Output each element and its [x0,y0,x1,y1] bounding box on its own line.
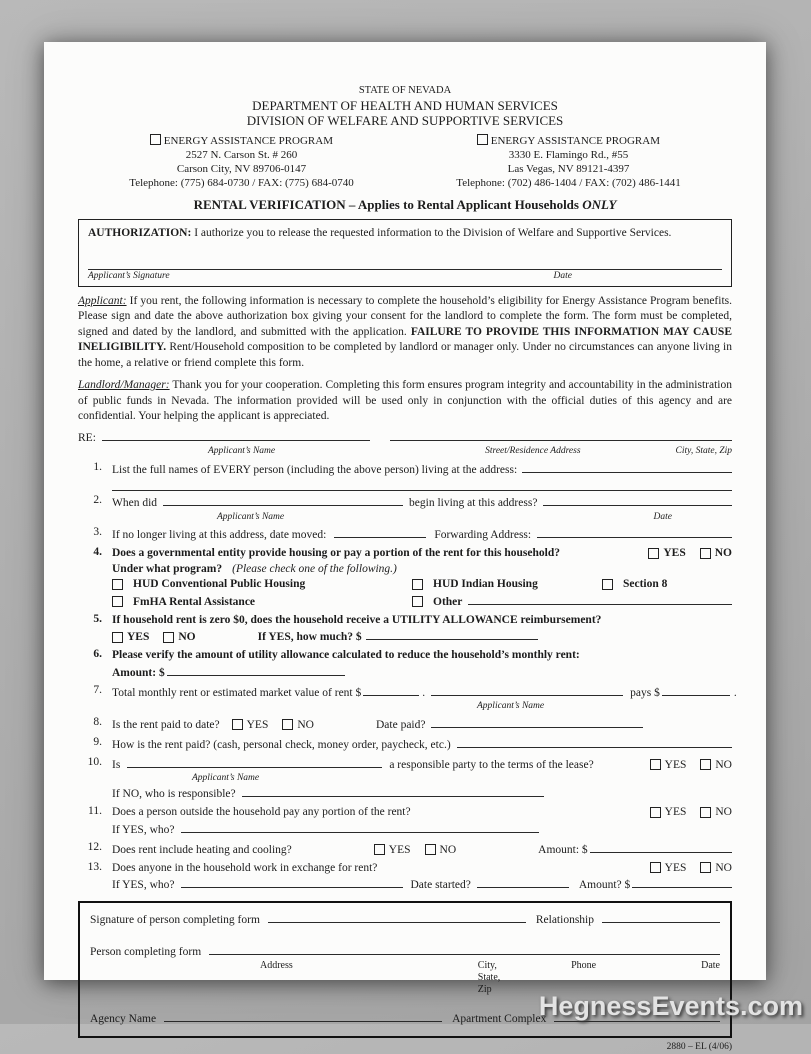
office-columns [78,134,732,190]
form-title [78,198,732,213]
sigbox-phone-label: Phone [571,959,597,971]
q12-no-label: NO [439,843,457,856]
question-7-dot: . [422,686,426,699]
blank-q1-names[interactable] [522,461,732,473]
blank-q3-date-moved[interactable] [334,526,426,538]
blank-q2-date[interactable] [543,494,732,506]
question-6-amount-label: Amount: $ [112,666,165,679]
applicant-instructions-text1: If you rent, the following information is necessary to complete the household’s eligibility for Energy Assistance Program benefits. Please sign and date the above authorization box giving your consent for the landlord to complete the form. The form must be completed, signed and dated by the landlord, and submitted with the application. [78,294,732,338]
question-number: 1. [93,461,102,473]
checkbox-q8-no[interactable] [282,719,293,730]
question-8 [78,715,732,733]
blank-q13-who[interactable] [181,876,403,888]
question-number: 3. [93,526,102,538]
question-number: 6. [93,648,102,660]
q4-option-other: Other [433,595,463,608]
checkbox-q13-no[interactable] [700,862,711,873]
blank-q3-forwarding-address[interactable] [537,526,732,538]
question-number: 12. [87,840,102,853]
checkbox-q4-hud-conventional[interactable] [112,579,123,590]
office-las-vegas [405,134,732,190]
agency-name-label: Agency Name [90,1012,157,1025]
question-number: 8. [93,715,102,728]
form-title-emphasis: ONLY [582,197,617,212]
checkbox-q11-yes[interactable] [650,807,661,818]
re-address-label: Street/Residence Address [485,446,581,456]
question-4 [78,545,732,609]
office-program-label: ENERGY ASSISTANCE PROGRAM [490,135,660,147]
question-7 [78,683,737,713]
checkbox-office-vegas[interactable] [477,134,488,145]
q5-no-label: NO [178,631,196,643]
office-address2: Las Vegas, NV 89121-4397 [507,163,630,175]
blank-q2-name[interactable] [163,494,403,506]
blank-q7-rent[interactable] [363,684,419,696]
q10-name-sublabel: Applicant’s Name [192,773,260,783]
header-department: DEPARTMENT OF HEALTH AND HUMAN SERVICES [252,98,558,113]
question-number: 9. [93,735,102,748]
blank-q4-other[interactable] [468,593,732,605]
checkbox-q12-no[interactable] [425,844,436,855]
applicant-signature-line[interactable] [88,243,722,270]
applicant-instructions-text2: Rent/Household composition to be completed by landlord or manager only. Under no circumstances can anyone living in the home, a relative or friend complete this form. [78,341,732,369]
question-13-if-yes: If YES, who? [112,879,175,891]
checkbox-q4-other[interactable] [412,596,423,607]
question-12-amount-label: Amount: $ [538,843,588,856]
question-8-date-paid: Date paid? [375,718,426,731]
header-state: STATE OF NEVADA [358,85,452,96]
office-address2: Carson City, NV 89706-0147 [176,163,307,175]
q4-option-fmha: FmHA Rental Assistance [133,595,256,608]
checkbox-q4-fmha[interactable] [112,596,123,607]
blank-agency-name[interactable] [164,1010,442,1022]
office-carson-city [78,134,405,190]
checkbox-q4-yes[interactable] [648,548,659,559]
landlord-instructions-text: Thank you for your cooperation. Completing this form ensures program integrity and accountability in the administration of public funds in Nevada. The information provided will be used only in conjunction with the official duties of this agency and are confidential. Your helping the applicant is appreciated. [78,379,732,422]
q12-yes-label: YES [388,843,411,856]
blank-q8-date-paid[interactable] [431,716,643,728]
form-number: 2880 – EL (4/06) [666,1042,732,1052]
checkbox-q8-yes[interactable] [232,719,243,730]
checkbox-q11-no[interactable] [700,807,711,818]
checkbox-office-carson[interactable] [150,134,161,145]
question-7-before: Total monthly rent or estimated market value of rent $ [112,686,362,699]
blank-q5-amount[interactable] [366,628,538,640]
person-completing-label: Person completing form [90,946,202,958]
q11-yes-label: YES [664,806,687,818]
sigbox-city-label: City, State, Zip [477,959,501,995]
question-11-text: Does a person outside the household pay any portion of the rent? [112,806,411,818]
question-number: 11. [88,805,102,817]
checkbox-q5-no[interactable] [163,632,174,643]
landlord-instructions-label: Landlord/Manager: [78,379,170,391]
q5-yes-label: YES [127,631,150,643]
re-city-label: City, State, Zip [675,446,732,456]
question-10-if-no: If NO, who is responsible? [112,788,236,800]
question-1-text: List the full names of EVERY person (including the above person) living at the address: [112,464,518,476]
question-number: 13. [87,860,102,873]
applicant-signature-label: Applicant’s Signature [88,270,170,281]
question-number: 7. [93,683,102,696]
watermark: HegnessEvents.com [538,991,803,1021]
question-number: 4. [93,546,102,558]
blank-q9-payment-method[interactable] [457,736,732,748]
q8-no-label: NO [297,718,314,731]
question-list [78,460,737,893]
authorization-label: AUTHORIZATION: [88,226,192,239]
authorization-box [78,219,732,287]
office-address1: 3330 E. Flamingo Rd., #55 [508,149,629,161]
question-5-text: If household rent is zero $0, does the household receive a UTILITY ALLOWANCE reimbursement? [112,613,602,626]
q8-yes-label: YES [246,718,269,731]
sigbox-date-label: Date [701,959,720,971]
apartment-complex-label: Apartment Complex [452,1012,547,1025]
re-sublabels [78,445,732,457]
question-9 [78,735,732,753]
applicant-instructions-label: Applicant: [78,294,127,307]
sigbox-address-label: Address [260,959,293,971]
question-4-sub: Under what program? [112,562,223,575]
checkbox-q4-no[interactable] [700,548,711,559]
question-3-mid: Forwarding Address: [434,529,532,541]
question-8-text: Is the rent paid to date? [112,718,220,731]
blank-re-applicant-name[interactable] [102,429,370,441]
blank-q7-name[interactable] [431,684,623,696]
q10-yes-label: YES [664,758,687,771]
question-12-text: Does rent include heating and cooling? [112,843,292,856]
question-5 [78,612,732,645]
applicant-instructions-bold: FAILURE TO PROVIDE THIS INFORMATION MAY CAUSE INELIGIBILITY. [78,325,732,353]
blank-q10-name[interactable] [127,756,382,768]
blank-q12-amount[interactable] [590,841,732,853]
question-13-amount-label: Amount? $ [578,879,631,891]
question-11 [78,804,732,837]
checkbox-q4-section-8[interactable] [602,579,613,590]
relationship-label: Relationship [535,913,594,926]
authorization-text: I authorize you to release the requested information to the Division of Welfare and Supportive Services. [191,226,672,239]
landlord-instructions [78,378,732,425]
question-number: 10. [87,755,102,768]
q4-option-section-8: Section 8 [623,578,668,590]
question-4-sub-note: (Please check one of the following.) [232,562,397,575]
blank-completing-signature[interactable] [268,911,526,923]
question-10-before: Is [112,758,121,771]
question-2 [78,493,732,523]
q2-name-sublabel: Applicant’s Name [217,511,285,522]
question-11-if-yes: If YES, who? [112,823,175,836]
question-5-how-much: If YES, how much? $ [257,631,362,643]
question-9-text: How is the rent paid? (cash, personal check, money order, paycheck, etc.) [112,738,451,751]
q4-no-label: NO [714,547,732,559]
question-3 [78,525,732,543]
checkbox-q13-yes[interactable] [650,862,661,873]
question-10 [78,755,732,802]
question-number: 2. [93,494,102,506]
office-address1: 2527 N. Carson St. # 260 [185,149,298,161]
q2-date-sublabel: Date [653,511,672,522]
blank-q10-responsible[interactable] [242,785,544,797]
question-13-date-started: Date started? [410,879,471,891]
blank-q6-amount[interactable] [167,664,345,676]
blank-q7-pays-amount[interactable] [662,684,730,696]
office-program-label: ENERGY ASSISTANCE PROGRAM [163,135,333,147]
question-10-after: a responsible party to the terms of the lease? [389,758,594,771]
re-applicant-name-label: Applicant’s Name [208,446,276,456]
q10-no-label: NO [715,758,732,771]
blank-q13-date-started[interactable] [477,876,569,888]
office-phone: Telephone: (775) 684-0730 / FAX: (775) 684-0740 [129,177,354,189]
question-13 [78,860,732,893]
blank-q13-amount[interactable] [632,876,732,888]
question-2-before: When did [112,497,158,509]
question-12 [78,840,732,858]
q4-yes-label: YES [663,547,686,559]
question-3-before: If no longer living at this address, date moved: [112,529,327,541]
q4-option-hud-indian: HUD Indian Housing [433,578,538,590]
q13-yes-label: YES [664,861,687,874]
question-2-after: begin living at this address? [409,497,538,509]
checkbox-q5-yes[interactable] [112,632,123,643]
authorization-date-label: Date [553,270,572,281]
re-line [78,429,732,446]
question-4-text: Does a governmental entity provide housing or pay a portion of the rent for this household? [112,547,560,559]
header-division: DIVISION OF WELFARE AND SUPPORTIVE SERVICES [246,113,564,128]
question-1 [78,460,732,491]
checkbox-q4-hud-indian[interactable] [412,579,423,590]
blank-person-completing[interactable] [209,943,720,955]
question-6-text: Please verify the amount of utility allowance calculated to reduce the household’s monthly rent: [112,649,580,661]
checkbox-q12-yes[interactable] [374,844,385,855]
checkbox-q10-no[interactable] [700,759,711,770]
question-7-end-dot: . [733,686,737,699]
blank-q11-who[interactable] [181,821,539,833]
sig-person-label: Signature of person completing form [90,913,260,926]
office-phone: Telephone: (702) 486-1404 / FAX: (702) 486-1441 [456,177,681,189]
blank-re-address[interactable] [390,429,732,441]
form-title-main: RENTAL VERIFICATION – Applies to Rental Applicant Households [193,197,583,212]
q11-no-label: NO [715,806,732,818]
blank-q1-names-2[interactable] [112,479,732,491]
re-label: RE: [78,431,96,444]
question-7-pays: pays $ [630,686,660,699]
checkbox-q10-yes[interactable] [650,759,661,770]
blank-relationship[interactable] [602,911,720,923]
q7-name-sublabel: Applicant’s Name [477,701,545,711]
question-number: 5. [93,612,102,625]
q13-no-label: NO [715,861,732,874]
question-6 [78,647,732,680]
applicant-instructions [78,294,732,372]
question-13-text: Does anyone in the household work in exchange for rent? [112,861,378,874]
q4-option-hud-conventional: HUD Conventional Public Housing [133,578,306,590]
